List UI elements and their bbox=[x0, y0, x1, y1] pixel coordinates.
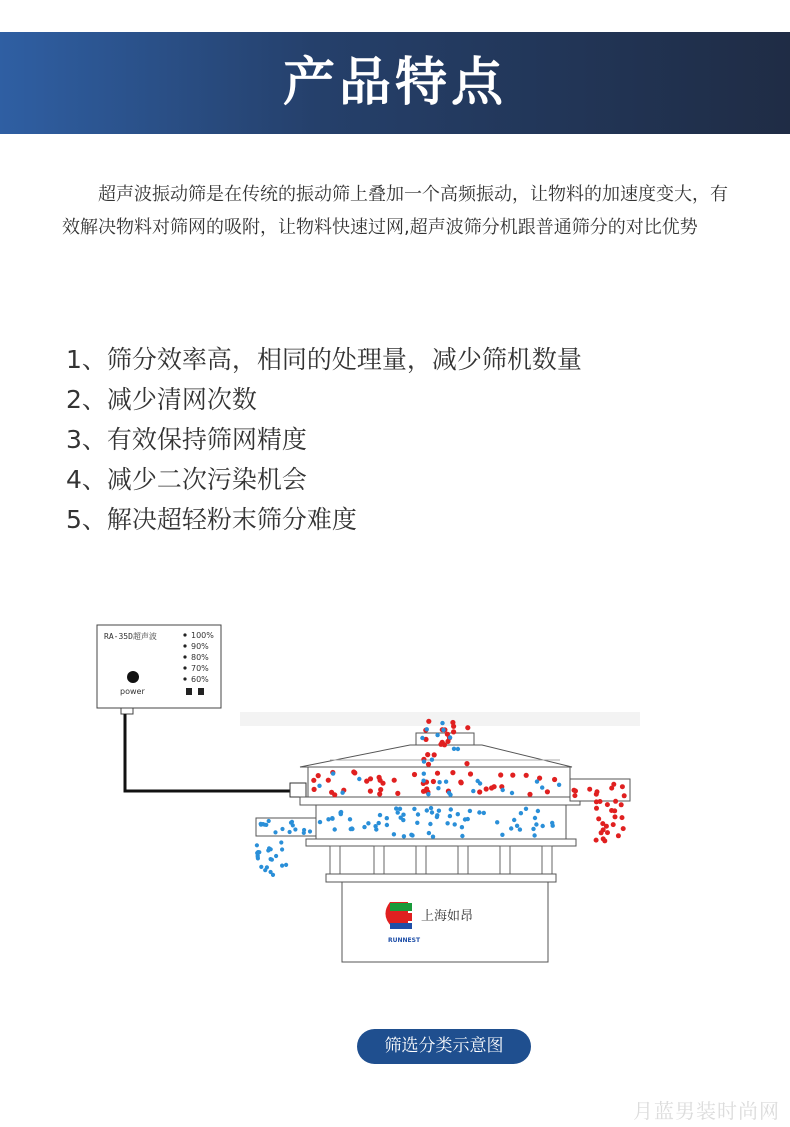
particle bbox=[366, 821, 370, 825]
particle bbox=[350, 826, 354, 830]
particle bbox=[448, 793, 452, 797]
particle bbox=[425, 808, 429, 812]
level-label: 100% bbox=[191, 631, 214, 640]
particle bbox=[531, 827, 535, 831]
particle bbox=[256, 855, 260, 859]
particle bbox=[449, 807, 453, 811]
particle bbox=[471, 789, 475, 793]
particle bbox=[621, 826, 626, 831]
level-label: 60% bbox=[191, 675, 209, 684]
particle bbox=[557, 783, 561, 787]
particle bbox=[453, 822, 457, 826]
particle bbox=[392, 778, 397, 783]
particle bbox=[326, 817, 330, 821]
particle bbox=[460, 825, 464, 829]
particle bbox=[274, 854, 278, 858]
particle bbox=[501, 788, 505, 792]
brand-logo-text: RUNNEST bbox=[388, 937, 421, 944]
particle bbox=[432, 752, 437, 757]
particle bbox=[527, 792, 532, 797]
particle bbox=[510, 791, 514, 795]
particle bbox=[318, 820, 322, 824]
controller-model: RA-35D超声波 bbox=[104, 632, 157, 641]
particle bbox=[422, 772, 426, 776]
particle bbox=[515, 824, 519, 828]
particle bbox=[259, 865, 263, 869]
level-label: 90% bbox=[191, 642, 209, 651]
particle bbox=[512, 818, 516, 822]
sieve-diagram bbox=[90, 615, 650, 975]
particle bbox=[339, 810, 343, 814]
particle bbox=[622, 793, 627, 798]
transducer bbox=[290, 783, 306, 797]
particle bbox=[619, 802, 624, 807]
particle bbox=[436, 786, 440, 790]
particle bbox=[437, 780, 441, 784]
particle bbox=[510, 773, 515, 778]
particle bbox=[378, 813, 382, 817]
particle bbox=[357, 777, 361, 781]
particle bbox=[459, 780, 464, 785]
particle bbox=[280, 827, 284, 831]
particle bbox=[385, 823, 389, 827]
particle bbox=[427, 831, 431, 835]
particle bbox=[373, 824, 377, 828]
particle bbox=[392, 832, 396, 836]
particle bbox=[280, 847, 284, 851]
particle bbox=[255, 843, 259, 847]
feature-item: 3、有效保持筛网精度 bbox=[66, 425, 307, 454]
particle bbox=[498, 772, 503, 777]
particle bbox=[316, 773, 321, 778]
particle bbox=[441, 728, 445, 732]
particle bbox=[431, 779, 436, 784]
particle bbox=[425, 752, 430, 757]
particle bbox=[302, 828, 306, 832]
particle bbox=[412, 807, 416, 811]
particle bbox=[456, 812, 460, 816]
particle bbox=[425, 727, 429, 731]
particle bbox=[482, 811, 486, 815]
particle bbox=[420, 736, 424, 740]
feature-list bbox=[66, 340, 582, 540]
particle bbox=[426, 762, 431, 767]
particle bbox=[348, 817, 352, 821]
particle bbox=[421, 779, 425, 783]
particle bbox=[500, 833, 504, 837]
particle bbox=[412, 772, 417, 777]
particle bbox=[415, 821, 419, 825]
particle bbox=[284, 863, 288, 867]
particle bbox=[293, 827, 297, 831]
particle bbox=[519, 811, 523, 815]
level-label: 80% bbox=[191, 653, 209, 662]
particle bbox=[477, 810, 481, 814]
particle bbox=[385, 816, 389, 820]
power-label: power bbox=[120, 687, 145, 696]
particle bbox=[518, 827, 522, 831]
particle bbox=[451, 724, 456, 729]
particle bbox=[524, 807, 528, 811]
square-indicator-icon bbox=[186, 688, 192, 695]
particle bbox=[435, 733, 439, 737]
particle bbox=[612, 808, 617, 813]
particle bbox=[451, 729, 456, 734]
particle bbox=[428, 822, 432, 826]
particle bbox=[509, 826, 513, 830]
particle bbox=[611, 782, 616, 787]
particle bbox=[267, 819, 271, 823]
particle bbox=[551, 824, 555, 828]
particle bbox=[326, 778, 331, 783]
particle bbox=[445, 821, 449, 825]
page-title: 产品特点 bbox=[282, 53, 507, 113]
feature-item: 2、减少清网次数 bbox=[66, 385, 257, 414]
particle bbox=[288, 830, 292, 834]
particle bbox=[594, 838, 599, 843]
particle bbox=[448, 814, 452, 818]
particle bbox=[466, 817, 470, 821]
brand-name: 上海如昂 bbox=[421, 909, 474, 924]
particle bbox=[329, 790, 334, 795]
particle bbox=[448, 735, 452, 739]
particle bbox=[311, 778, 316, 783]
particle bbox=[596, 816, 601, 821]
particle bbox=[605, 830, 610, 835]
particle bbox=[477, 789, 482, 794]
particle bbox=[317, 784, 321, 788]
particle bbox=[273, 830, 277, 834]
particle bbox=[572, 793, 577, 798]
particle bbox=[378, 787, 383, 792]
particle bbox=[331, 771, 335, 775]
feature-item: 5、解决超轻粉末筛分难度 bbox=[66, 505, 357, 534]
particle bbox=[533, 816, 537, 820]
particle bbox=[261, 822, 265, 826]
particle bbox=[476, 779, 480, 783]
particle bbox=[468, 771, 473, 776]
particle bbox=[613, 814, 618, 819]
particle bbox=[330, 816, 334, 820]
particle bbox=[601, 827, 606, 832]
particle bbox=[587, 787, 592, 792]
particle bbox=[620, 815, 625, 820]
particle bbox=[340, 791, 344, 795]
particle bbox=[594, 799, 599, 804]
particle bbox=[265, 865, 269, 869]
particle bbox=[351, 769, 356, 774]
level-label: 70% bbox=[191, 664, 209, 673]
particle bbox=[368, 776, 373, 781]
particle bbox=[540, 785, 544, 789]
particle bbox=[308, 829, 312, 833]
particle bbox=[541, 824, 545, 828]
particle bbox=[426, 792, 430, 796]
particle bbox=[605, 802, 610, 807]
particle bbox=[602, 838, 607, 843]
intro-paragraph: 超声波振动筛是在传统的振动筛上叠加一个高频振动，让物料的加速度变大，有效解决物料对筛网的吸附，让物料快速过网,超声波筛分机跟普通筛分的对比优势 bbox=[62, 184, 728, 238]
particle bbox=[426, 719, 431, 724]
particle bbox=[424, 786, 429, 791]
particle bbox=[362, 825, 366, 829]
particle bbox=[269, 857, 273, 861]
square-indicator-icon bbox=[198, 688, 204, 695]
particle bbox=[333, 827, 337, 831]
particle bbox=[460, 834, 464, 838]
feature-item: 1、筛分效率高，相同的处理量，减少筛机数量 bbox=[66, 345, 582, 374]
vibrating-sieve bbox=[256, 733, 630, 962]
particle bbox=[495, 820, 499, 824]
particle bbox=[552, 777, 557, 782]
particle bbox=[279, 840, 283, 844]
particle bbox=[435, 815, 439, 819]
diagram-caption: 筛选分类示意图 bbox=[357, 1029, 531, 1064]
particle bbox=[484, 786, 489, 791]
particle bbox=[378, 778, 383, 783]
particle bbox=[440, 721, 444, 725]
particle bbox=[377, 821, 381, 825]
particle bbox=[431, 835, 435, 839]
particle bbox=[395, 791, 400, 796]
particle bbox=[437, 809, 441, 813]
particle bbox=[594, 806, 599, 811]
particle bbox=[611, 822, 616, 827]
particle bbox=[416, 812, 420, 816]
particle bbox=[269, 870, 273, 874]
particle bbox=[545, 789, 550, 794]
feature-item: 4、减少二次污染机会 bbox=[66, 465, 307, 494]
particle bbox=[398, 807, 402, 811]
particle bbox=[409, 833, 413, 837]
ultrasonic-controller bbox=[97, 625, 221, 714]
particle bbox=[430, 758, 434, 762]
particle bbox=[492, 784, 497, 789]
particle bbox=[399, 816, 403, 820]
particle bbox=[430, 810, 434, 814]
particle bbox=[532, 833, 536, 837]
particle bbox=[600, 821, 605, 826]
particle bbox=[452, 747, 456, 751]
particle bbox=[573, 789, 578, 794]
particle bbox=[280, 864, 284, 868]
particle bbox=[312, 787, 317, 792]
particle bbox=[394, 806, 398, 810]
particle bbox=[535, 779, 539, 783]
particle bbox=[524, 773, 529, 778]
particle bbox=[396, 810, 400, 814]
particle bbox=[422, 759, 426, 763]
particle bbox=[368, 789, 373, 794]
header-banner bbox=[0, 32, 790, 134]
power-button-icon bbox=[127, 671, 139, 683]
particle bbox=[620, 784, 625, 789]
particle bbox=[289, 821, 293, 825]
particle bbox=[266, 848, 270, 852]
particle bbox=[377, 791, 382, 796]
particle bbox=[534, 822, 538, 826]
particle bbox=[465, 725, 470, 730]
particle bbox=[435, 771, 440, 776]
particle bbox=[438, 742, 443, 747]
particle bbox=[613, 799, 618, 804]
particle bbox=[464, 761, 469, 766]
particle bbox=[450, 770, 455, 775]
particle bbox=[456, 747, 460, 751]
haze bbox=[240, 712, 640, 726]
particle bbox=[402, 834, 406, 838]
particle bbox=[594, 792, 599, 797]
particle bbox=[536, 809, 540, 813]
particle bbox=[616, 833, 621, 838]
watermark: 月蓝男装时尚网 bbox=[633, 1099, 780, 1123]
particle bbox=[429, 806, 433, 810]
particle bbox=[468, 809, 472, 813]
particle bbox=[444, 780, 448, 784]
